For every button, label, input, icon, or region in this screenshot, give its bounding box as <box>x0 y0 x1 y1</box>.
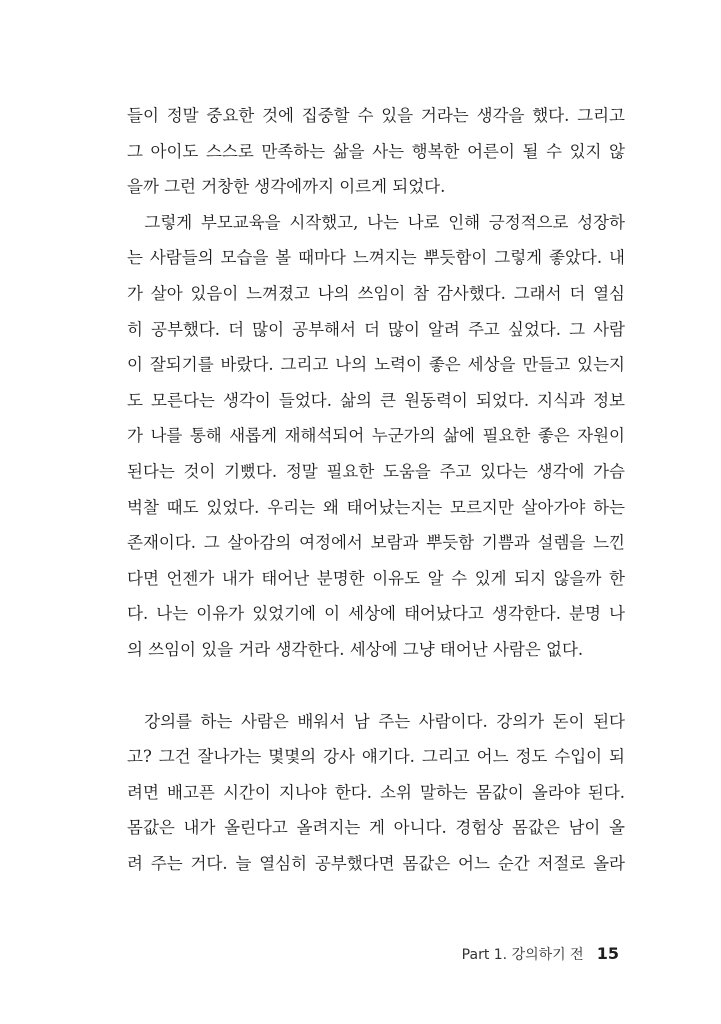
text-line: 려면 배고픈 시간이 지나야 한다. 소위 말하는 몸값이 올라야 된다. <box>127 782 625 802</box>
text-line: 그렇게 부모교육을 시작했고, 나는 나로 인해 긍정적으로 성장하 <box>127 212 625 232</box>
text-line: 다면 언젠가 내가 태어난 분명한 이유도 알 수 있게 되지 않을까 한 <box>127 568 625 588</box>
text-line: 려 주는 거다. 늘 열심히 공부했다면 몸값은 어느 순간 저절로 올라 <box>127 853 625 873</box>
text-line: 을까 그런 거창한 생각에까지 이르게 되었다. <box>127 177 446 197</box>
text-line: 들이 정말 중요한 것에 집중할 수 있을 거라는 생각을 했다. 그리고 <box>127 106 625 125</box>
text-line: 가 살아 있음이 느껴졌고 나의 쓰임이 참 감사했다. 그래서 더 열심 <box>127 283 625 303</box>
page-number: 15 <box>596 944 619 963</box>
text-line: 벅찰 때도 있었다. 우리는 왜 태어났는지는 모르지만 살아가야 하는 <box>127 497 625 517</box>
text-line: 존재이다. 그 살아감의 여정에서 보람과 뿌듯함 기쁨과 설렘을 느낀 <box>127 533 625 553</box>
text-line: 그 아이도 스스로 만족하는 삶을 사는 행복한 어른이 될 수 있지 않 <box>127 141 625 161</box>
text-line: 이 잘되기를 바랐다. 그리고 나의 노력이 좋은 세상을 만들고 있는지 <box>127 355 625 375</box>
text-line: 강의를 하는 사람은 배워서 남 주는 사람이다. 강의가 돈이 된다 <box>127 711 625 731</box>
text-line: 도 모른다는 생각이 들었다. 삶의 큰 원동력이 되었다. 지식과 정보 <box>127 390 625 410</box>
text-line: 고? 그건 잘나가는 몇몇의 강사 얘기다. 그리고 어느 정도 수입이 되 <box>127 747 625 767</box>
paragraph-spacer <box>127 668 625 704</box>
paragraph <box>127 704 625 882</box>
text-line: 는 사람들의 모습을 볼 때마다 느껴지는 뿌듯함이 그렇게 좋았다. 내 <box>127 248 625 268</box>
body-text <box>127 98 625 881</box>
paragraph <box>127 205 625 668</box>
paragraph <box>127 98 625 205</box>
text-line: 가 나를 통해 새롭게 재해석되어 누군가의 삶에 필요한 좋은 자원이 <box>127 426 625 446</box>
text-line: 된다는 것이 기뻤다. 정말 필요한 도움을 주고 있다는 생각에 가슴 <box>127 461 625 481</box>
running-footer-section: Part 1. 강의하기 전 <box>461 947 584 963</box>
text-line: 몸값은 내가 올린다고 올려지는 게 아니다. 경험상 몸값은 남이 올 <box>127 818 625 838</box>
text-line: 의 쓰임이 있을 거라 생각한다. 세상에 그냥 태어난 사람은 없다. <box>127 639 584 659</box>
page-footer <box>462 944 619 964</box>
text-line: 다. 나는 이유가 있었기에 이 세상에 태어났다고 생각한다. 분명 나 <box>127 604 625 624</box>
text-line: 히 공부했다. 더 많이 공부해서 더 많이 알려 주고 싶었다. 그 사람 <box>127 319 625 339</box>
